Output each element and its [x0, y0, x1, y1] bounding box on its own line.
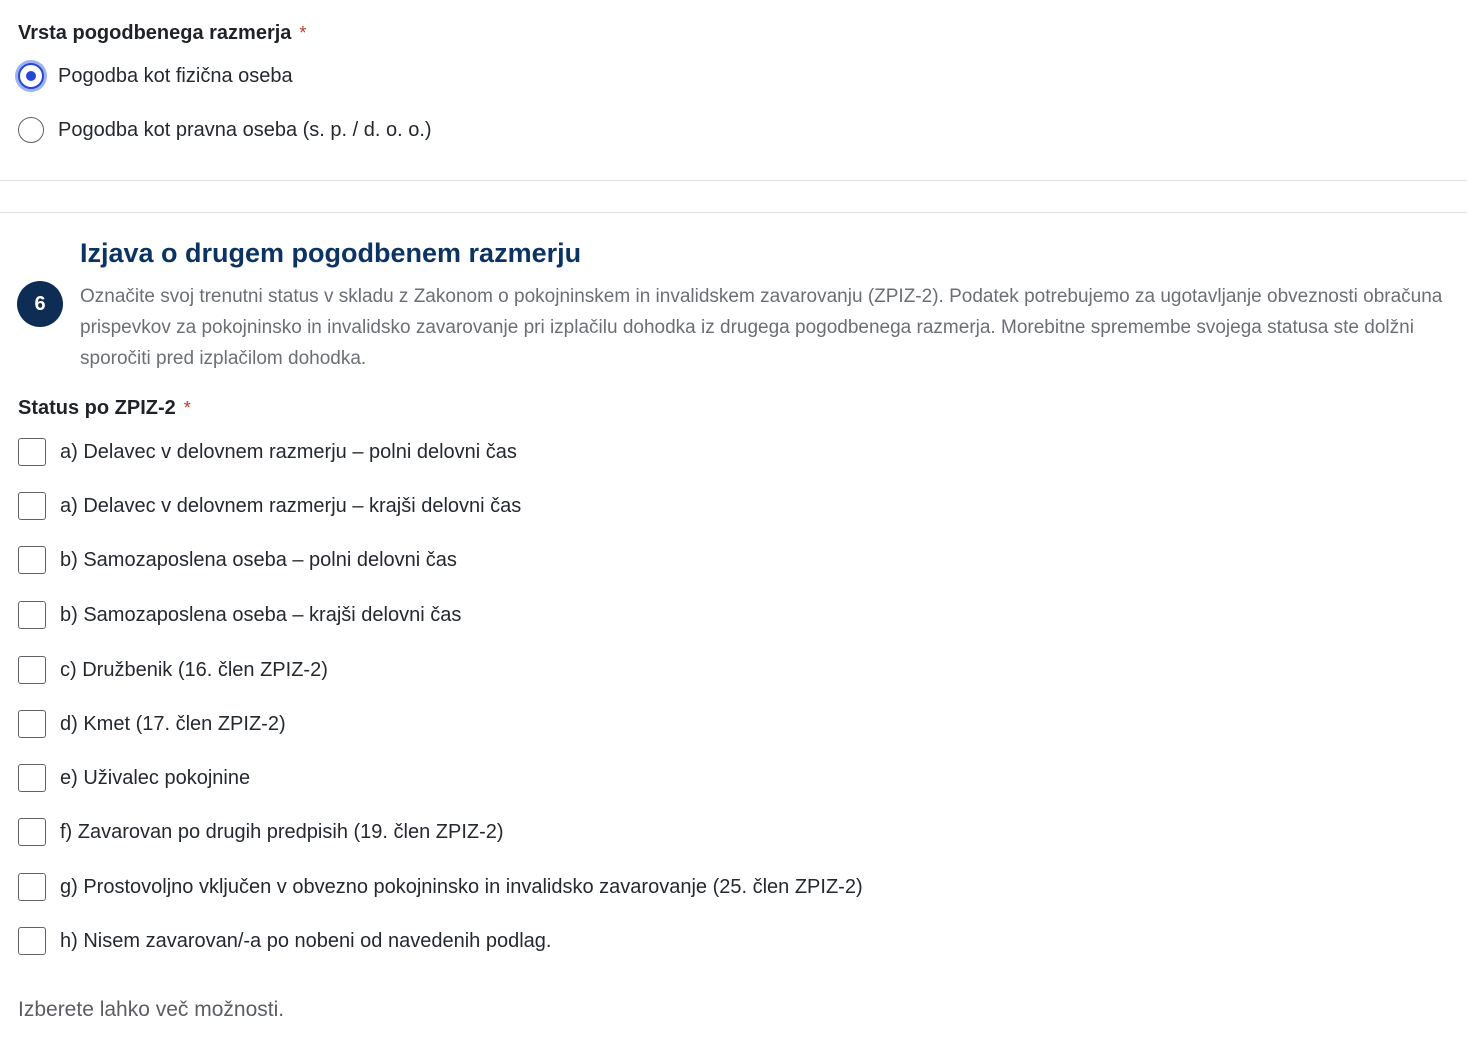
- checkbox-self-employed-part-time[interactable]: [18, 601, 46, 629]
- checkbox-option-self-employed-full-time[interactable]: [18, 544, 457, 576]
- checkbox-option-voluntary[interactable]: [18, 871, 863, 903]
- radio-option-natural-person[interactable]: [18, 60, 293, 92]
- checkbox-label: d) Kmet (17. člen ZPIZ-2): [60, 713, 286, 735]
- checkbox-pensioner[interactable]: [18, 764, 46, 792]
- checkbox-partner[interactable]: [18, 656, 46, 684]
- checkbox-employee-full-time[interactable]: [18, 438, 46, 466]
- section-description: Označite svoj trenutni status v skladu z Zakonom o pokojninskem in invalidskem zavarovanju (ZPIZ-2). Podatek potrebujemo za ugotavljanje obveznosti obračuna prispevkov za pokojninsko in invalidsko zavarovanje pri izplačilu dohodka iz drugega pogodbenega razmerja. Morebitne spremembe svojega statusa ste dolžni sporočiti pred izplačilom dohodka.: [80, 286, 1443, 369]
- checkbox-option-not-insured[interactable]: [18, 925, 551, 957]
- checkbox-option-farmer[interactable]: [18, 708, 286, 740]
- section-divider-bottom: [0, 212, 1467, 213]
- checkbox-option-insured-other[interactable]: [18, 816, 504, 848]
- checkbox-employee-part-time[interactable]: [18, 492, 46, 520]
- radio-natural-person[interactable]: [18, 63, 44, 89]
- checkbox-farmer[interactable]: [18, 710, 46, 738]
- multiple-choice-hint: Izberete lahko več možnosti.: [18, 998, 285, 1021]
- required-asterisk: *: [183, 398, 191, 418]
- checkbox-option-employee-part-time[interactable]: [18, 490, 521, 522]
- radio-label-natural-person: Pogodba kot fizična oseba: [58, 65, 293, 87]
- radio-option-legal-entity[interactable]: [18, 114, 432, 146]
- checkbox-label: a) Delavec v delovnem razmerju – krajši delovni čas: [60, 495, 522, 517]
- checkbox-label: e) Uživalec pokojnine: [60, 767, 251, 789]
- radio-label-legal-entity: Pogodba kot pravna oseba (s. p. / d. o. o.): [58, 119, 432, 141]
- contract-type-label-text: Vrsta pogodbenega razmerja: [18, 22, 292, 44]
- section-divider-top: [0, 180, 1467, 181]
- checkbox-label: f) Zavarovan po drugih predpisih (19. člen ZPIZ-2): [60, 821, 504, 843]
- checkbox-label: g) Prostovoljno vključen v obvezno pokojninsko in invalidsko zavarovanje (25. člen ZPIZ-2): [60, 876, 863, 898]
- checkbox-insured-other[interactable]: [18, 818, 46, 846]
- checkbox-option-pensioner[interactable]: [18, 762, 250, 794]
- checkbox-option-self-employed-part-time[interactable]: [18, 599, 461, 631]
- radio-legal-entity[interactable]: [18, 117, 44, 143]
- checkbox-not-insured[interactable]: [18, 927, 46, 955]
- checkbox-option-partner[interactable]: [18, 654, 328, 686]
- checkbox-voluntary[interactable]: [18, 873, 46, 901]
- checkbox-label: b) Samozaposlena oseba – polni delovni čas: [60, 549, 457, 571]
- contract-type-label: [18, 22, 306, 45]
- step-number-badge: 6: [17, 281, 63, 327]
- checkbox-label: b) Samozaposlena oseba – krajši delovni čas: [60, 604, 462, 626]
- checkbox-self-employed-full-time[interactable]: [18, 546, 46, 574]
- section-title: Izjava o drugem pogodbenem razmerju: [80, 238, 582, 268]
- status-label-text: Status po ZPIZ-2: [18, 397, 176, 419]
- checkbox-option-employee-full-time[interactable]: [18, 436, 517, 468]
- required-asterisk: *: [299, 23, 307, 43]
- checkbox-label: a) Delavec v delovnem razmerju – polni delovni čas: [60, 441, 517, 463]
- status-label: [18, 397, 191, 420]
- checkbox-label: c) Družbenik (16. člen ZPIZ-2): [60, 659, 328, 681]
- checkbox-label: h) Nisem zavarovan/-a po nobeni od navedenih podlag.: [60, 930, 552, 952]
